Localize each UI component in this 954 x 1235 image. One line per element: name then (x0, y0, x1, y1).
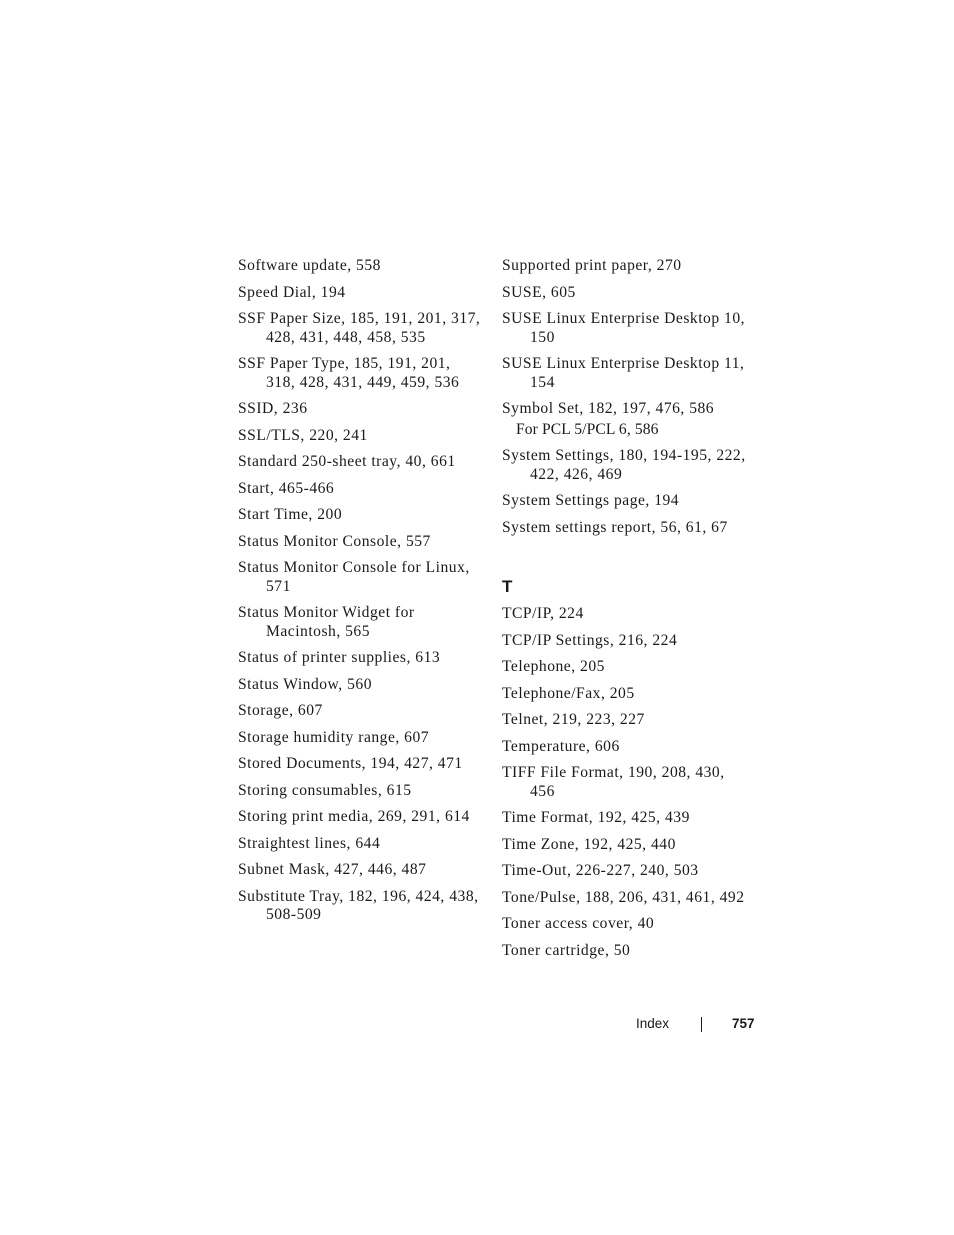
index-entry: Status of printer supplies, 613 (238, 649, 441, 666)
index-entry: Storing consumables, 615 (238, 781, 412, 799)
index-entry: Start, 465-466 (238, 479, 335, 497)
index-entry: TIFF File Format, 190, 208, 430, 456 (502, 764, 725, 800)
index-column-left (238, 257, 483, 933)
index-entry: Start Time, 200 (238, 506, 343, 523)
index-entry: System settings report, 56, 61, 67 (502, 518, 728, 536)
index-entry: Telephone/Fax, 205 (502, 684, 635, 702)
index-entry: Toner access cover, 40 (502, 915, 655, 932)
index-column-right (502, 257, 747, 968)
index-entry: Storage humidity range, 607 (238, 728, 430, 746)
index-entry: Time-Out, 226-227, 240, 503 (502, 862, 699, 879)
index-entry: SSL/TLS, 220, 241 (238, 426, 368, 444)
index-entry: Straightest lines, 644 (238, 834, 381, 852)
index-entry: SUSE Linux Enterprise Desktop 11, 154 (502, 355, 745, 391)
index-entry: TCP/IP Settings, 216, 224 (502, 631, 678, 649)
index-entry: SSF Paper Type, 185, 191, 201, 318, 428, 431, 449, 459, 536 (238, 355, 460, 391)
index-entry: SSID, 236 (238, 400, 308, 417)
index-entry: Supported print paper, 270 (502, 257, 682, 274)
index-entry: System Settings, 180, 194-195, 222, 422, 426, 469 (502, 447, 746, 483)
index-entry: Status Monitor Console for Linux, 571 (238, 559, 470, 595)
index-subentry: For PCL 5/PCL 6, 586 (516, 420, 659, 438)
index-entry: Software update, 558 (238, 257, 381, 274)
index-entry: Subnet Mask, 427, 446, 487 (238, 861, 427, 878)
footer-section-label: Index (636, 1016, 670, 1031)
index-entry: Tone/Pulse, 188, 206, 431, 461, 492 (502, 888, 745, 906)
index-entry: Standard 250-sheet tray, 40, 661 (238, 453, 456, 470)
index-entry: Storing print media, 269, 291, 614 (238, 808, 470, 825)
index-entry: Telnet, 219, 223, 227 (502, 711, 645, 728)
index-entry: Status Window, 560 (238, 675, 372, 693)
index-entry: Telephone, 205 (502, 658, 605, 675)
index-entry: SSF Paper Size, 185, 191, 201, 317, 428, 431, 448, 458, 535 (238, 310, 481, 346)
index-entry: Toner cartridge, 50 (502, 941, 631, 959)
section-heading: T (502, 577, 513, 596)
index-entry: Temperature, 606 (502, 737, 620, 755)
footer-divider (701, 1017, 702, 1032)
index-entry: SUSE, 605 (502, 283, 576, 301)
index-entry: System Settings page, 194 (502, 492, 680, 509)
index-entry: Status Monitor Console, 557 (238, 532, 431, 550)
index-entry: Substitute Tray, 182, 196, 424, 438, 508-509 (238, 887, 479, 923)
index-entry: Status Monitor Widget for Macintosh, 565 (238, 604, 415, 640)
page-number: 757 (732, 1016, 755, 1031)
index-entry: SUSE Linux Enterprise Desktop 10, 150 (502, 310, 746, 346)
page-footer (600, 1015, 760, 1037)
index-entry: Storage, 607 (238, 702, 323, 719)
index-entry: Time Zone, 192, 425, 440 (502, 835, 676, 853)
index-entry: Stored Documents, 194, 427, 471 (238, 755, 463, 772)
index-entry: TCP/IP, 224 (502, 605, 584, 622)
index-entry: Time Format, 192, 425, 439 (502, 809, 690, 826)
index-entry: Symbol Set, 182, 197, 476, 586 (502, 400, 715, 417)
index-entry: Speed Dial, 194 (238, 283, 346, 301)
